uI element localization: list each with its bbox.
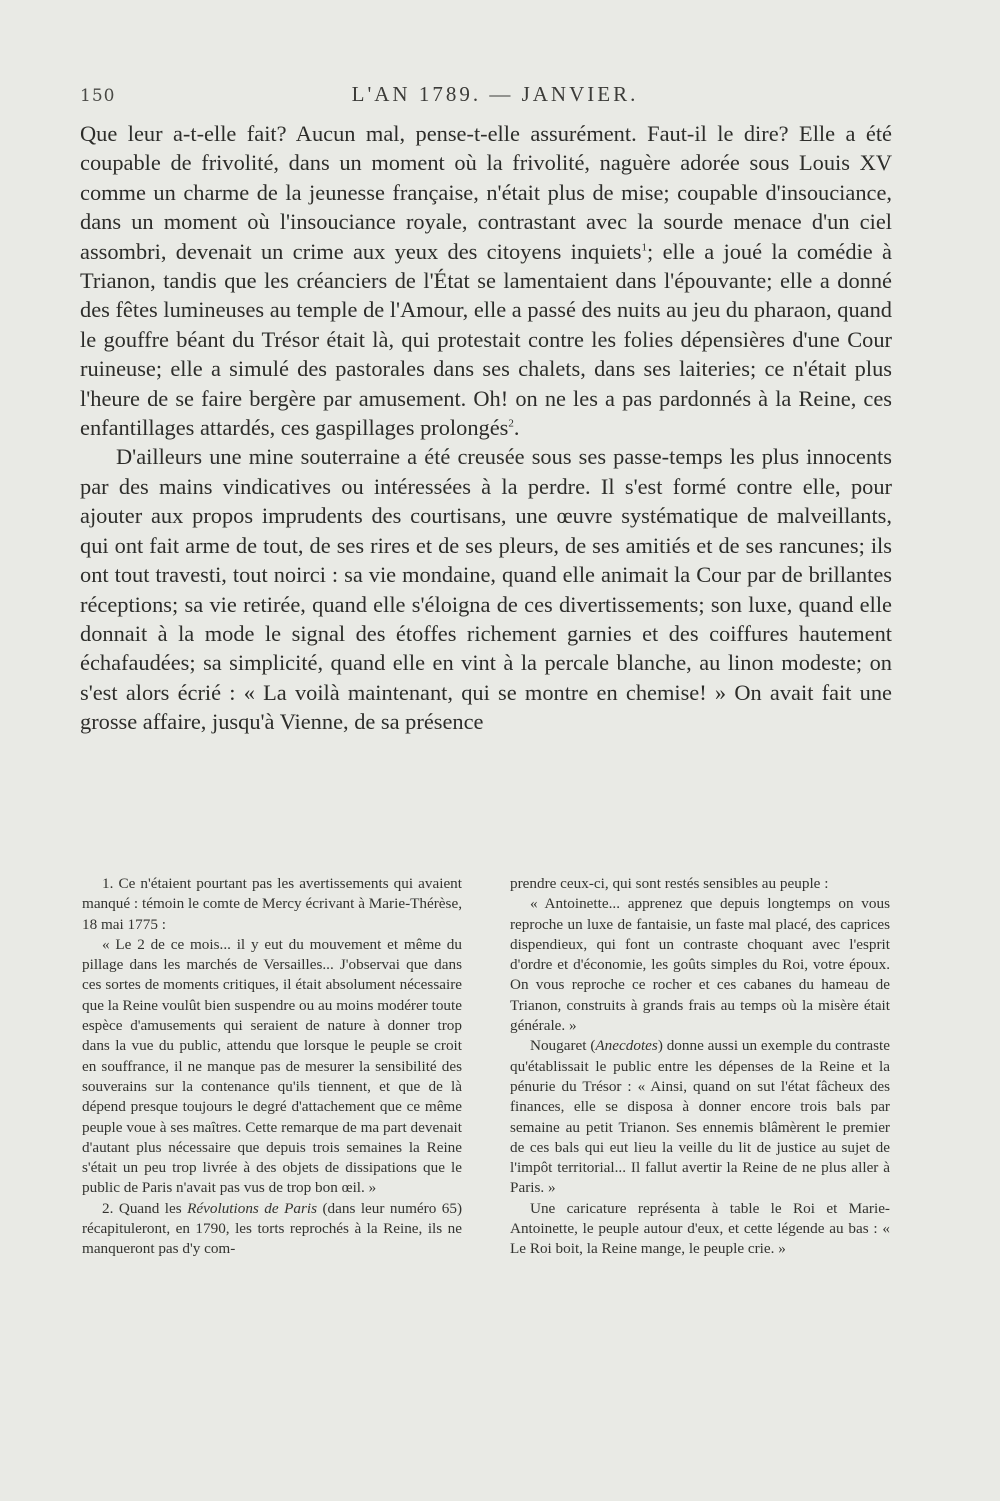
footnote-2-text: 2. Quand les [102,1199,188,1217]
paragraph-1-text: Que leur a-t-elle fait? Aucun mal, pense-t-elle assurément. Faut-il le dire? Elle a été coupable de frivolité, dans un moment où la frivolité, naguère adorée sous Louis XV comme un charme de la jeunesse française, n'était plus de mise; coupable d'insouciance, dans un moment où l'insouciance royale, contrastant avec la sourde menace d'un ciel assombri, devenait un crime aux yeux des citoyens inquiets [80,121,892,264]
main-text [80,119,892,737]
footnotes [82,874,890,1260]
footnote-2-text-cont: (dans leur numéro 65) récapituleront, en 1790, les torts reprochés à la Reine, ils ne manqueront pas d'y com- [82,1199,462,1258]
footnote-1-quote: « Le 2 de ce mois... il y eut du mouvement et même du pillage dans les marchés de Versailles... J'observai que dans ces sortes de moments critiques, il était absolument nécessaire que la Reine voulût bien suspendre ou au moins modérer toute espèce d'amusements qui seraient de nature à donner trop dans la vue du public, attendu que lorsque le peuple se croit en souffrance, il ne manque pas de mesurer la sensibilité des souverains sur la contenance qu'ils tiennent, et que de là dépend presque toujours le degré d'attachement que ce même peuple voue à ses maîtres. Cette remarque de ma part devenait d'autant plus nécessaire que depuis trois semaines la Reine s'était un peu trop livrée à des objets de dissipations que le public de Paris n'avait pas vus de trop bon œil. » [82,935,462,1197]
running-title: L'AN 1789. — JANVIER. [351,82,639,106]
running-head [80,82,910,112]
footnote-2-nougaret [510,1036,890,1198]
footnote-2-caricature: Une caricature représenta à table le Roi et Marie-Antoinette, le peuple autour d'eux, et cette légende au bas : « Le Roi boit, la Reine mange, le peuple crie. » [510,1199,890,1258]
paragraph-1-text-cont: ; elle a joué la comédie à Trianon, tandis que les créanciers de l'État se lamentaient dans l'épouvante; elle a donné des fêtes lumineuses au temple de l'Amour, elle a passé des nuits au jeu du pharaon, quand le gouffre béant du Trésor était là, qui protestait contre les folies dépensières d'une Cour ruineuse; elle a simulé des pastorales dans ses chalets, dans ses laiteries; ce n'était plus l'heure de se faire bergère par amusement. Oh! on ne les a pas pardonnés à la Reine, ces enfantillages attardés, ces gaspillages prolongés [80,238,892,441]
paragraph-1-end: . [513,415,520,441]
footnote-column-right [510,874,890,1260]
paragraph-1 [80,119,892,442]
footnote-1-intro: 1. Ce n'étaient pourtant pas les avertissements qui avaient manqué : témoin le comte de Mercy écrivant à Marie-Thérèse, 18 mai 1775 : [82,875,462,933]
footnote-2-continuation: prendre ceux-ci, qui sont restés sensibles au peuple : [510,875,829,892]
footnote-2-title: Révolutions de Paris [187,1199,318,1217]
footnote-2 [82,1199,462,1260]
page-number: 150 [80,86,116,106]
nougaret-text-cont: ) donne aussi un exemple du contraste qu'établissait le public entre les dépenses de la Reine et la pénurie du Trésor : « Ainsi, quand on sut l'état fâcheux des finances, elle se disposa à donner encore trois bals par semaine au petit Trianon. Ses ennemis blâmèrent le premier de ces bals qui eut lieu la veille du lit de justice au sujet de l'impôt territorial... Il fallut avertir la Reine de ne plus aller à Paris. » [510,1037,890,1197]
paragraph-2: D'ailleurs une mine souterraine a été creusée sous ses passe-temps les plus innocents par des mains vindicatives ou intéressées à la perdre. Il s'est formé contre elle, pour ajouter aux propos imprudents des courtisans, une œuvre systématique de malveillants, qui ont fait arme de tout, de ses rires et de ses pleurs, de ses amitiés et de ses rancunes; ils ont tout travesti, tout noirci : sa vie mondaine, quand elle animait la Cour par de brillantes réceptions; sa vie retirée, quand elle s'éloigna de ces divertissements; son luxe, quand elle donnait à la mode le signal des étoffes richement garnies et des coiffures hautement échafaudées; sa simplicité, quand elle en vint à la percale blanche, au linon modeste; on s'est alors écrié : « La voilà maintenant, qui se montre en chemise! » On avait fait une grosse affaire, jusqu'à Vienne, de sa présence [80,444,892,735]
footnote-column-left [82,874,462,1260]
nougaret-title: Anecdotes [595,1037,658,1055]
nougaret-text: Nougaret ( [530,1037,596,1055]
footnote-ref-2[interactable]: 2 [508,417,514,430]
footnote-ref-1[interactable]: 1 [641,241,648,254]
footnote-2-quote: « Antoinette... apprenez que depuis longtemps on vous reproche un luxe de fantaisie, un faste mal placé, des caprices dispendieux, qui font un contraste choquant avec l'esprit d'ordre et d'économie, les goûts simples du Roi, votre époux. On vous reproche ce rocher et ces cabanes du hameau de Trianon, construits à grands frais au temps où la misère était générale. » [510,895,890,1035]
